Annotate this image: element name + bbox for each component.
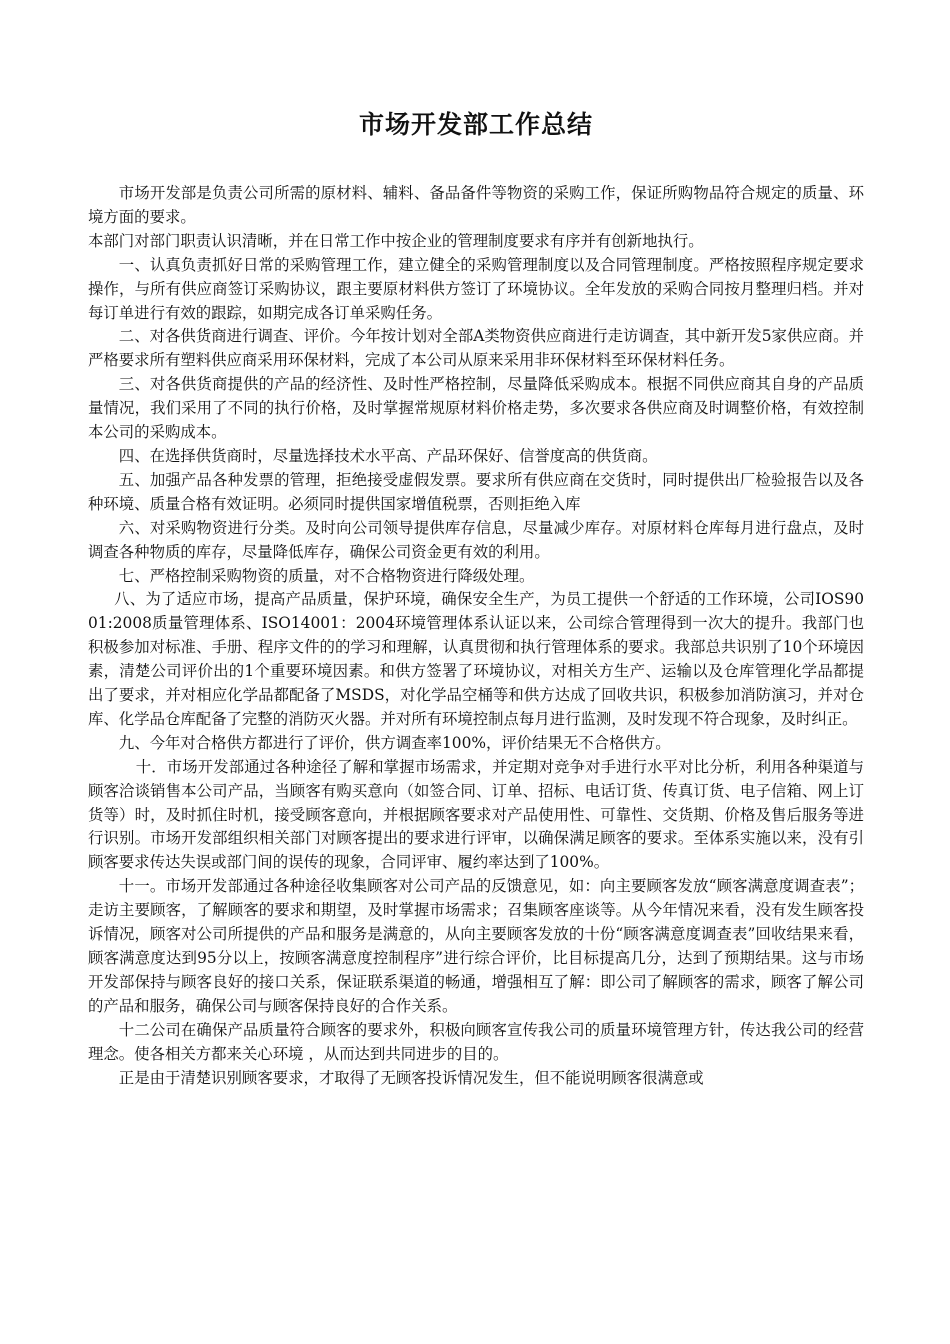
paragraph-item-2: 二、对各供货商进行调查、评价。今年按计划对全部A类物资供应商进行走访调查，其中新开发5家供应商。并严格要求所有塑料供应商采用环保材料，完成了本公司从原来采用非环保材料至环保材料任务。 — [88, 327, 864, 370]
paragraph-item-6: 六、对采购物资进行分类。及时向公司领导提供库存信息，尽量减少库存。对原材料仓库每月进行盘点，及时调查各种物质的库存，尽量降低库存，确保公司资金更有效的利用。 — [88, 518, 864, 561]
paragraph-intro: 市场开发部是负责公司所需的原材料、辅料、备品备件等物资的采购工作，保证所购物品符合规定的质量、环境方面的要求。 — [88, 184, 864, 226]
document-title: 市场开发部工作总结 — [358, 110, 593, 139]
paragraph-closing: 正是由于清楚识别顾客要求，才取得了无顾客投诉情况发生，但不能说明顾客很满意或 — [118, 1068, 704, 1087]
paragraph-item-9: 九、今年对合格供方都进行了评价，供方调查率100%，评价结果无不合格供方。 — [118, 733, 671, 752]
paragraph-item-3: 三、对各供货商提供的产品的经济性、及时性严格控制，尽量降低采购成本。根据不同供应商其自身的产品质量情况，我们采用了不同的执行价格，及时掌握常规原材料价格走势，多次要求各供应商及时调整价格，有效控制本公司的采购成本。 — [88, 375, 864, 442]
paragraph-item-11: 十一。市场开发部通过各种途径收集顾客对公司产品的反馈意见，如：向主要顾客发放“顾客满意度调查表”；走访主要顾客，了解顾客的要求和期望，及时掌握市场需求；召集顾客座谈等。从今年情况来看，没有发生顾客投诉情况，顾客对公司所提供的产品和服务是满意的，从向主要顾客发放的十份“顾客满意度调查表”回收结果来看，顾客满意度达到95分以上，按顾客满意度控制程序”进行综合评价，比目标提高几分，达到了预期结果。这与市场开发部保持与顾客良好的接口关系，保证联系渠道的畅通，增强相互了解：即公司了解顾客的需求，顾客了解公司的产品和服务，确保公司与顾客保持良好的合作关系。 — [88, 877, 864, 1015]
paragraph-item-7: 七、严格控制采购物资的质量，对不合格物资进行降级处理。 — [118, 566, 535, 585]
paragraph-item-8: 八、为了适应市场，提高产品质量，保护环境，确保安全生产，为员工提供一个舒适的工作环境，公司IOS9001:2008质量管理体系、ISO14001：2004环境管理体系认证以来，公司综合管理得到一次大的提升。我部门也积极参加对标准、手册、程序文件的的学习和理解，认真贯彻和执行管理体系的要求。我部总共识别了10个环境因素，清楚公司评价出的1个重要环境因素。和供方签署了环境协议，对相关方生产、运输以及仓库管理化学品都提出了要求，并对相应化学品都配备了MSDS，对化学品空桶等和供方达成了回收共识，积极参加消防演习，并对仓库、化学品仓库配备了完整的消防灭火器。并对所有环境控制点每月进行监测，及时发现不符合现象，及时纠正。 — [88, 590, 864, 728]
paragraph-item-1: 一、认真负责抓好日常的采购管理工作，建立健全的采购管理制度以及合同管理制度。严格按照程序规定要求操作，与所有供应商签订采购协议，跟主要原材料供方签订了环境协议。全年发放的采购合同按月整理归档。并对每订单进行有效的跟踪，如期完成各订单采购任务。 — [88, 255, 864, 322]
document-page — [88, 100, 864, 1090]
paragraph-responsibility: 本部门对部门职责认识清晰，并在日常工作中按企业的管理制度要求有序并有创新地执行。 — [88, 231, 704, 250]
paragraph-item-4: 四、在选择供货商时，尽量选择技术水平高、产品环保好、信誉度高的供货商。 — [118, 446, 658, 465]
paragraph-item-12: 十二公司在确保产品质量符合顾客的要求外，积极向顾客宣传我公司的质量环境管理方针，传达我公司的经营理念。使各相关方都来关心环境 ，从而达到共同进步的目的。 — [88, 1020, 864, 1063]
paragraph-item-10: 十．市场开发部通过各种途径了解和掌握市场需求，并定期对竞争对手进行水平对比分析，利用各种渠道与顾客洽谈销售本公司产品，当顾客有购买意向（如签合同、订单、招标、电话订货、传真订货、电子信箱、网上订货等）时，及时抓住时机，接受顾客意向，并根据顾客要求对产品使用性、可靠性、交货期、价格及售后服务等进行识别。市场开发部组织相关部门对顾客提出的要求进行评审，以确保满足顾客的要求。至体系实施以来，没有引顾客要求传达失误或部门间的误传的现象，合同评审、履约率达到了100%。 — [88, 757, 864, 872]
paragraph-item-5: 五、加强产品各种发票的管理，拒绝接受虚假发票。要求所有供应商在交货时，同时提供出厂检验报告以及各种环境、质量合格有效证明。必须同时提供国家增值税票，否则拒绝入库 — [88, 470, 864, 513]
